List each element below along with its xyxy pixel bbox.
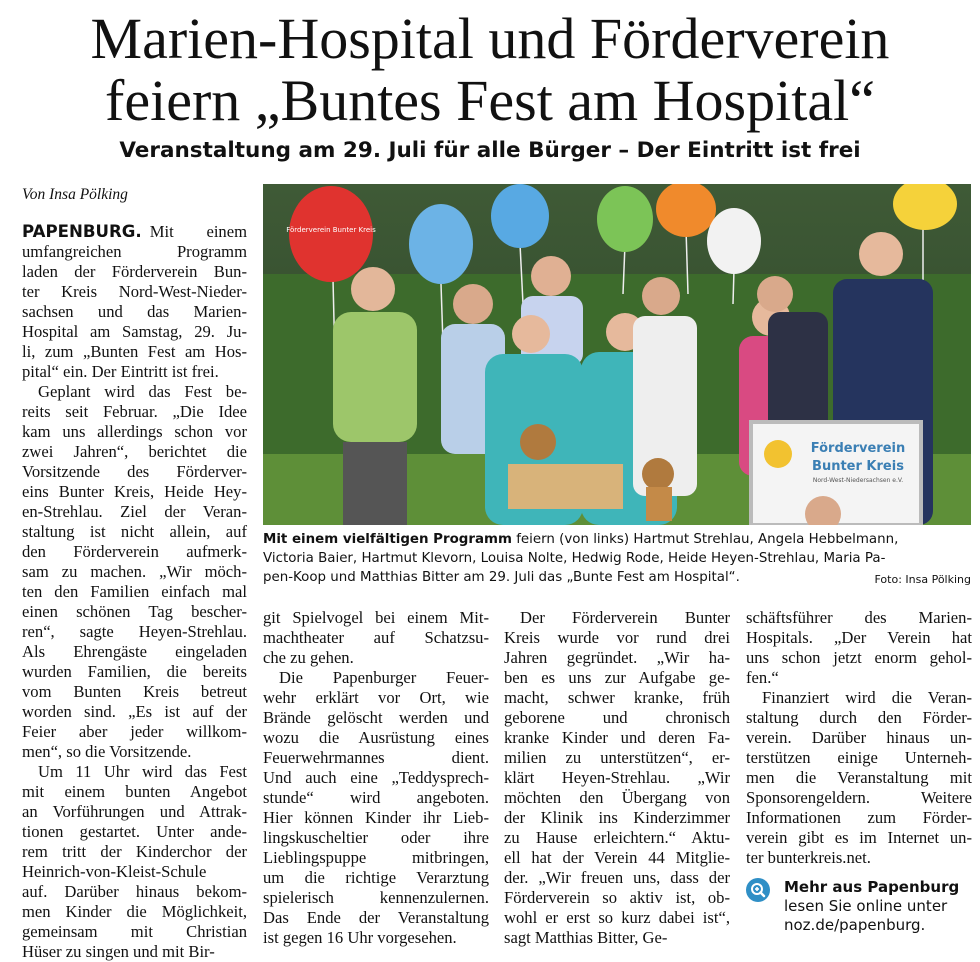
article-line: Förderverein so aktiv ist, ob- [504,888,730,907]
sign-line-3: Nord-West-Niedersachsen e.V. [812,477,904,484]
dateline: PAPENBURG. [22,222,142,241]
article-line: verein gibt es im Internet un- [746,828,972,847]
caption-line-1 [263,530,971,549]
subheadline: Veranstaltung am 29. Juli für alle Bürger – Der Eintritt ist frei [119,138,861,163]
article-line: Um 11 Uhr wird das Fest [38,762,247,781]
article-line: ter bunterkreis.net. [746,848,871,867]
article-line: men Kinder die Möglichkeit, [22,902,247,921]
article-line: einen schönen Tag bescher- [22,602,247,621]
article-line: auf. Darüber hinaus bekom- [22,882,247,901]
article-line: eins Bunter Kreis, Heide Hey- [22,482,247,501]
article-line: möchten den Übergang von [504,788,730,807]
article-line: Lieblingspuppe mitbringen, [263,848,489,867]
article-line: verein. Darüber hinaus un- [746,728,972,747]
article-line: Feuerwehrmannes dient. [263,748,489,767]
word: einem [206,222,247,241]
article-line: Brände gelöscht werden und [263,708,489,727]
sign-line-1: Förderverein [810,441,906,456]
photo-caption [263,530,971,587]
article-line: kranke Kinder und deren Fa- [504,728,730,747]
article-line: geborene und chronisch [504,708,730,727]
article-line: staltung durch den Förder- [746,708,972,727]
article-line: laden der Förderverein Bun- [22,262,247,281]
article-line: um die richtige Verarztung [263,868,489,887]
article-line: wehr erklärt vor Ort, wie [263,688,489,707]
article-line: Hospital am Samstag, 29. Ju- [22,322,247,341]
article-photo [263,184,971,525]
article-line: Finanziert wird die Veran- [762,688,972,707]
article-line: der. „Wir freuen uns, dass der [504,868,730,887]
headline-line-1: Marien-Hospital und Förderverein [90,6,890,71]
article-line: Jahren gegründet. „Wir ha- [504,648,730,667]
article-line: sachsen und das Marien- [22,302,247,321]
promo-link[interactable]: noz.de/papenburg. [784,916,926,934]
article-line: worden sind. „Es ist auf der [22,702,247,721]
article-line: ell hat der Verein 44 Mitglie- [504,848,730,867]
article-line: vom Bunten Kreis betreut [22,682,247,701]
article-line: Die Papenburger Feuer- [279,668,489,687]
article-line: kam uns allerdings schon vor [22,422,247,441]
article-line: Vorsitzende des Förderver- [22,462,247,481]
article-line: Hüser zu singen und mit Bir- [22,942,215,961]
article-line: reits seit Februar. „Die Idee [22,402,247,421]
article-line: spielerisch kennenzulernen. [263,888,489,907]
article-line: mit einem bunten Angebot [22,782,247,801]
article-line: uns schon jetzt enorm gehol- [746,648,972,667]
article-line: Als Ehrengäste eingeladen [22,642,247,661]
article-line: ist gegen 16 Uhr vorgesehen. [263,928,457,947]
article-column-1 [22,222,247,962]
photo-credit: Foto: Insa Pölking [874,573,971,586]
article-column-4 [746,608,972,868]
article-line: Geplant wird das Fest be- [38,382,247,401]
article-line: Informationen zum Förder- [746,808,972,827]
article-line: Hospitals. „Der Verein hat [746,628,972,647]
article-line: ben es uns zur Aufgabe ge- [504,668,730,687]
group-photo-illustration [263,184,971,525]
article-line: Und auch eine „Teddysprech- [263,768,489,787]
article-line: sagt Matthias Bitter, Ge- [504,928,668,947]
caption-line-1-rest: feiern (von links) Hartmut Strehlau, Angela Hebbelmann, [511,532,899,547]
article-line: fen.“ [746,668,779,687]
article-line: lingskuscheltier oder ihre [263,828,489,847]
article-line: der Klinik ins Kinderzimmer [504,808,730,827]
article-line: Der Förderverein Bunter [520,608,730,627]
article-line: macht, schwer kranke, früh [504,688,730,707]
article-line: schäftsführer des Marien- [746,608,972,627]
article-line: rem tritt der Kinderchor der [22,842,247,861]
article-line: den Förderverein aufmerk- [22,542,247,561]
article-line-text [150,222,247,242]
caption-line-3: pen-Koop und Matthias Bitter am 29. Juli das „Bunte Fest am Hospital“. [263,570,740,585]
caption-lead: Mit einem vielfältigen Programm [263,532,512,547]
article-line: wozu die Ausrüstung eines [263,728,489,747]
club-sign [751,422,921,525]
article-line: umfangreichen Programm [22,242,247,261]
promo-title: Mehr aus Papenburg [784,878,960,896]
article-line: terstützen einige Unterneh- [746,748,972,767]
article-line: milien zu unterstützen“, er- [504,748,730,767]
balloon-print: Förderverein Bunter Kreis [286,226,376,234]
article-line: zwei Jahren“, berichtet die [22,442,247,461]
article-line: li, zum „Bunten Fest am Hos- [22,342,247,361]
article-line: Das Ende der Veranstaltung [263,908,489,927]
article-line: en-Strehlau. Ziel der Veran- [22,502,247,521]
article-line: Sponsorengeldern. Weitere [746,788,972,807]
article-line: gemeinsam mit Christian [22,922,247,941]
byline: Von Insa Pölking [22,186,128,203]
article-line: ren“, sagte Heyen-Strehlau. [22,622,247,641]
sign-line-2: Bunter Kreis [812,459,904,474]
article-line: machtheater auf Schatzsu- [263,628,489,647]
article-line: ter Kreis Nord-West-Nieder- [22,282,247,301]
article-line: Heinrich-von-Kleist-Schule [22,862,207,881]
word: Mit [149,222,174,241]
article-line: men die Veranstaltung mit [746,768,972,787]
article-line: git Spielvogel bei einem Mit- [263,608,489,627]
article-line: Kreis wurde vor rund drei [504,628,730,647]
article-line: ten den Familien einfach mal [22,582,247,601]
article-line: klärt Heyen-Strehlau. „Wir [504,768,730,787]
article-line: an Vorführungen und Attrak- [22,802,247,821]
article-line: wohl er erst so kurz dabei ist“, [504,908,730,927]
article-line: men“, so die Vorsitzende. [22,742,192,761]
promo-line-1: lesen Sie online unter [784,897,948,915]
article-line: stunde“ wird angeboten. [263,788,489,807]
article-line: zu Hause erleichtern.“ Aktu- [504,828,730,847]
article-line: che zu gehen. [263,648,354,667]
article-line: Hier können Kinder ihr Lieb- [263,808,489,827]
caption-line-2: Victoria Baier, Hartmut Klevorn, Louisa Nolte, Hedwig Rode, Heide Heyen-Strehlau, Maria Pa- [263,551,886,566]
article-line: Feier aber jeder willkom- [22,722,247,741]
headline-line-2: feiern „Buntes Fest am Hospital“ [105,68,875,133]
article-line: sam zu machen. „Wir möch- [22,562,247,581]
article-column-2 [263,608,489,948]
article-line: tionen gestartet. Unter ande- [22,822,247,841]
search-plus-icon [746,878,770,902]
article-column-3 [504,608,730,948]
article-line [22,222,247,242]
article-line: wurden Familien, die bereits [22,662,247,681]
article-line: pital“ ein. Der Eintritt ist frei. [22,362,219,381]
article-line: staltung ist nicht allein, auf [22,522,247,541]
